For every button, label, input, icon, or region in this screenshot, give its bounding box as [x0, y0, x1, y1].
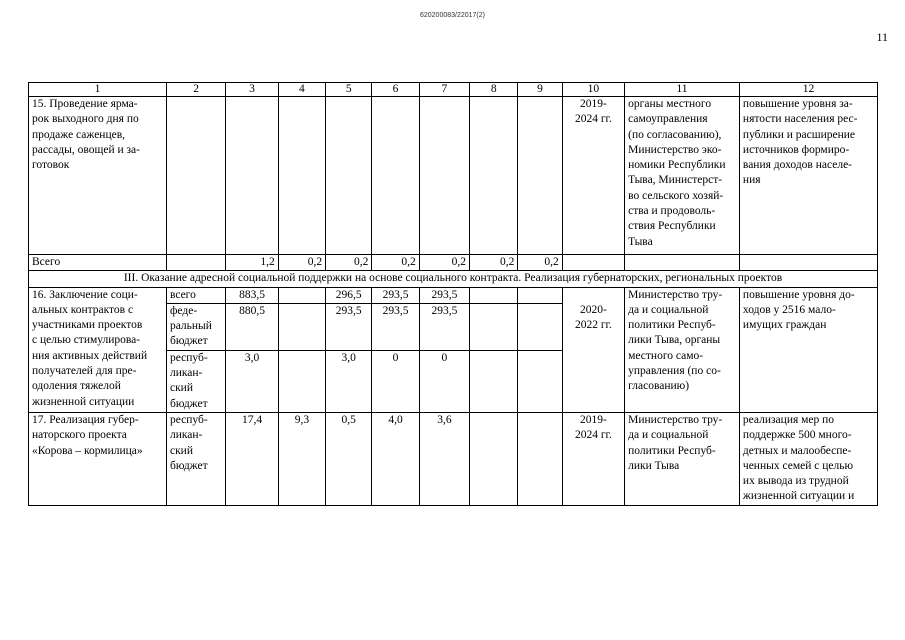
column-number: 6	[372, 83, 419, 97]
funding-source: феде- ральный бюджет	[166, 303, 225, 350]
amount: 293,5	[419, 287, 469, 303]
column-number: 10	[562, 83, 624, 97]
total-value: 0,2	[470, 255, 518, 271]
funding-source: всего	[166, 287, 225, 303]
column-number: 12	[739, 83, 877, 97]
executors: Министерство тру- да и социальной политики Респуб- лики Тыва	[625, 412, 740, 505]
amount: 880,5	[226, 303, 278, 350]
funding-source: респуб- ликан- ский бюджет	[166, 412, 225, 505]
amount: 883,5	[226, 287, 278, 303]
expected-result: реализация мер по поддержке 500 много- детных и малообеспе- ченных семей с целью их вывода из трудной жизненной ситуации и	[739, 412, 877, 505]
total-row	[29, 255, 878, 271]
amount: 17,4	[226, 412, 278, 505]
executors: органы местного самоуправления (по согласованию), Министерство эко- номики Республики Тыва, Министерст- во сельского хозяй- ства и продоволь- ствия Республики Тыва	[625, 97, 740, 255]
total-value: 0,2	[419, 255, 469, 271]
section-heading: III. Оказание адресной социальной поддержки на основе социального контракта. Реализация губернаторских, региональных проектов	[29, 271, 878, 287]
amount: 293,5	[419, 303, 469, 350]
implementation-period: 2019- 2024 гг.	[562, 412, 624, 505]
total-value: 0,2	[372, 255, 419, 271]
column-number: 8	[470, 83, 518, 97]
section-heading-row	[29, 271, 878, 287]
column-number: 1	[29, 83, 167, 97]
column-number: 2	[166, 83, 225, 97]
amount: 0	[419, 350, 469, 412]
amount: 9,3	[278, 412, 325, 505]
amount: 293,5	[372, 287, 419, 303]
column-number: 11	[625, 83, 740, 97]
column-number: 3	[226, 83, 278, 97]
amount: 3,0	[326, 350, 372, 412]
amount: 0	[372, 350, 419, 412]
amount: 0,5	[326, 412, 372, 505]
measure-name: 15. Проведение ярма- рок выходного дня по продаже саженцев, рассады, овощей и за- готовок	[29, 97, 167, 255]
column-number: 4	[278, 83, 325, 97]
total-value: 0,2	[278, 255, 325, 271]
total-value: 0,2	[326, 255, 372, 271]
column-number-row	[29, 83, 878, 97]
page-number: 11	[876, 30, 888, 44]
amount: 293,5	[326, 303, 372, 350]
measure-name: 17. Реализация губер- наторского проекта «Корова – кормилица»	[29, 412, 167, 505]
column-number: 7	[419, 83, 469, 97]
total-label: Всего	[29, 255, 167, 271]
executors: Министерство тру- да и социальной политики Респуб- лики Тыва, органы местного само- управления (по со- гласованию)	[625, 287, 740, 412]
amount: 3,6	[419, 412, 469, 505]
document-code: 620200083/22017(2)	[419, 12, 485, 19]
amount: 4,0	[372, 412, 419, 505]
expected-result: повышение уровня до- ходов у 2516 мало- имущих граждан	[739, 287, 877, 412]
amount: 293,5	[372, 303, 419, 350]
column-number: 9	[518, 83, 562, 97]
funding-source: респуб- ликан- ский бюджет	[166, 350, 225, 412]
amount: 3,0	[226, 350, 278, 412]
expected-result: повышение уровня за- нятости населения рес- публики и расширение источников формиро- вания доходов населе- ния	[739, 97, 877, 255]
table-row	[29, 97, 878, 255]
implementation-period: 2020- 2022 гг.	[562, 287, 624, 412]
table-row	[29, 287, 878, 303]
total-value: 0,2	[518, 255, 562, 271]
total-value: 1,2	[226, 255, 278, 271]
amount: 296,5	[326, 287, 372, 303]
table-row	[29, 412, 878, 505]
column-number: 5	[326, 83, 372, 97]
program-table	[28, 82, 878, 506]
implementation-period: 2019- 2024 гг.	[562, 97, 624, 255]
measure-name: 16. Заключение соци- альных контрактов с участниками проектов с целью стимулирова- ния активных действий получателей для пре- одоления тяжелой жизненной ситуации	[29, 287, 167, 412]
